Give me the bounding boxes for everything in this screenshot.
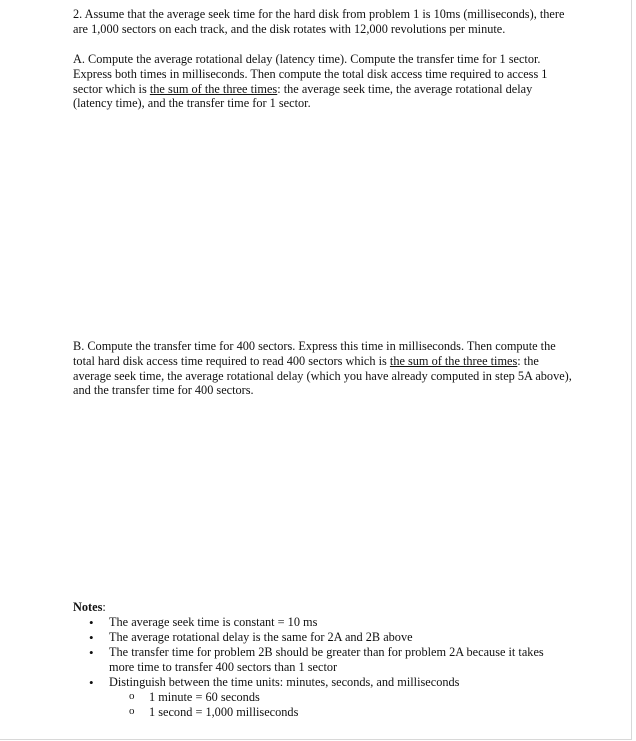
part-a-text bbox=[73, 52, 573, 111]
part-b-after: : the average seek time, the average rotational delay (which you have already computed in step 5A above), and the transfer time for 400 sectors. bbox=[73, 353, 572, 398]
note-item: • The transfer time for problem 2B should be greater than for problem 2A because it takes more time to transfer 400 sectors than 1 sector bbox=[89, 645, 559, 675]
note-subitem: o 1 minute = 60 seconds bbox=[109, 690, 559, 705]
part-a-after: : the average seek time, the average rotational delay (latency time), and the transfer time for 1 sector. bbox=[73, 81, 533, 111]
note-item: • The average seek time is constant = 10 ms bbox=[89, 615, 559, 630]
notes-list bbox=[89, 615, 559, 720]
part-b-before: B. Compute the transfer time for 400 sectors. Express this time in milliseconds. Then compute the total hard disk access time required to read 400 sectors which is bbox=[73, 339, 556, 368]
notes-heading-label: Notes bbox=[73, 600, 103, 614]
part-b-text bbox=[73, 339, 573, 398]
note-item-text: Distinguish between the time units: minutes, seconds, and milliseconds bbox=[109, 675, 460, 689]
problem-intro: 2. Assume that the average seek time for the hard disk from problem 1 is 10ms (milliseconds), there are 1,000 sectors on each track, and the disk rotates with 12,000 revolutions per minute. bbox=[73, 7, 565, 36]
note-item: • The average rotational delay is the same for 2A and 2B above bbox=[89, 630, 559, 645]
note-item-time-units bbox=[89, 675, 559, 720]
part-a-underlined: the sum of the three times bbox=[149, 81, 278, 96]
note-subitem: o 1 second = 1,000 milliseconds bbox=[109, 705, 559, 720]
notes-sublist bbox=[109, 690, 559, 720]
notes-heading-colon: : bbox=[102, 600, 106, 614]
part-a-before: A. Compute the average rotational delay (latency time). Compute the transfer time for 1 sector. Express both times in milliseconds. Then compute the total disk access time required to access 1 sector which is bbox=[73, 52, 548, 96]
part-b-underlined: the sum of the three times bbox=[389, 353, 518, 368]
notes-heading bbox=[73, 600, 106, 615]
